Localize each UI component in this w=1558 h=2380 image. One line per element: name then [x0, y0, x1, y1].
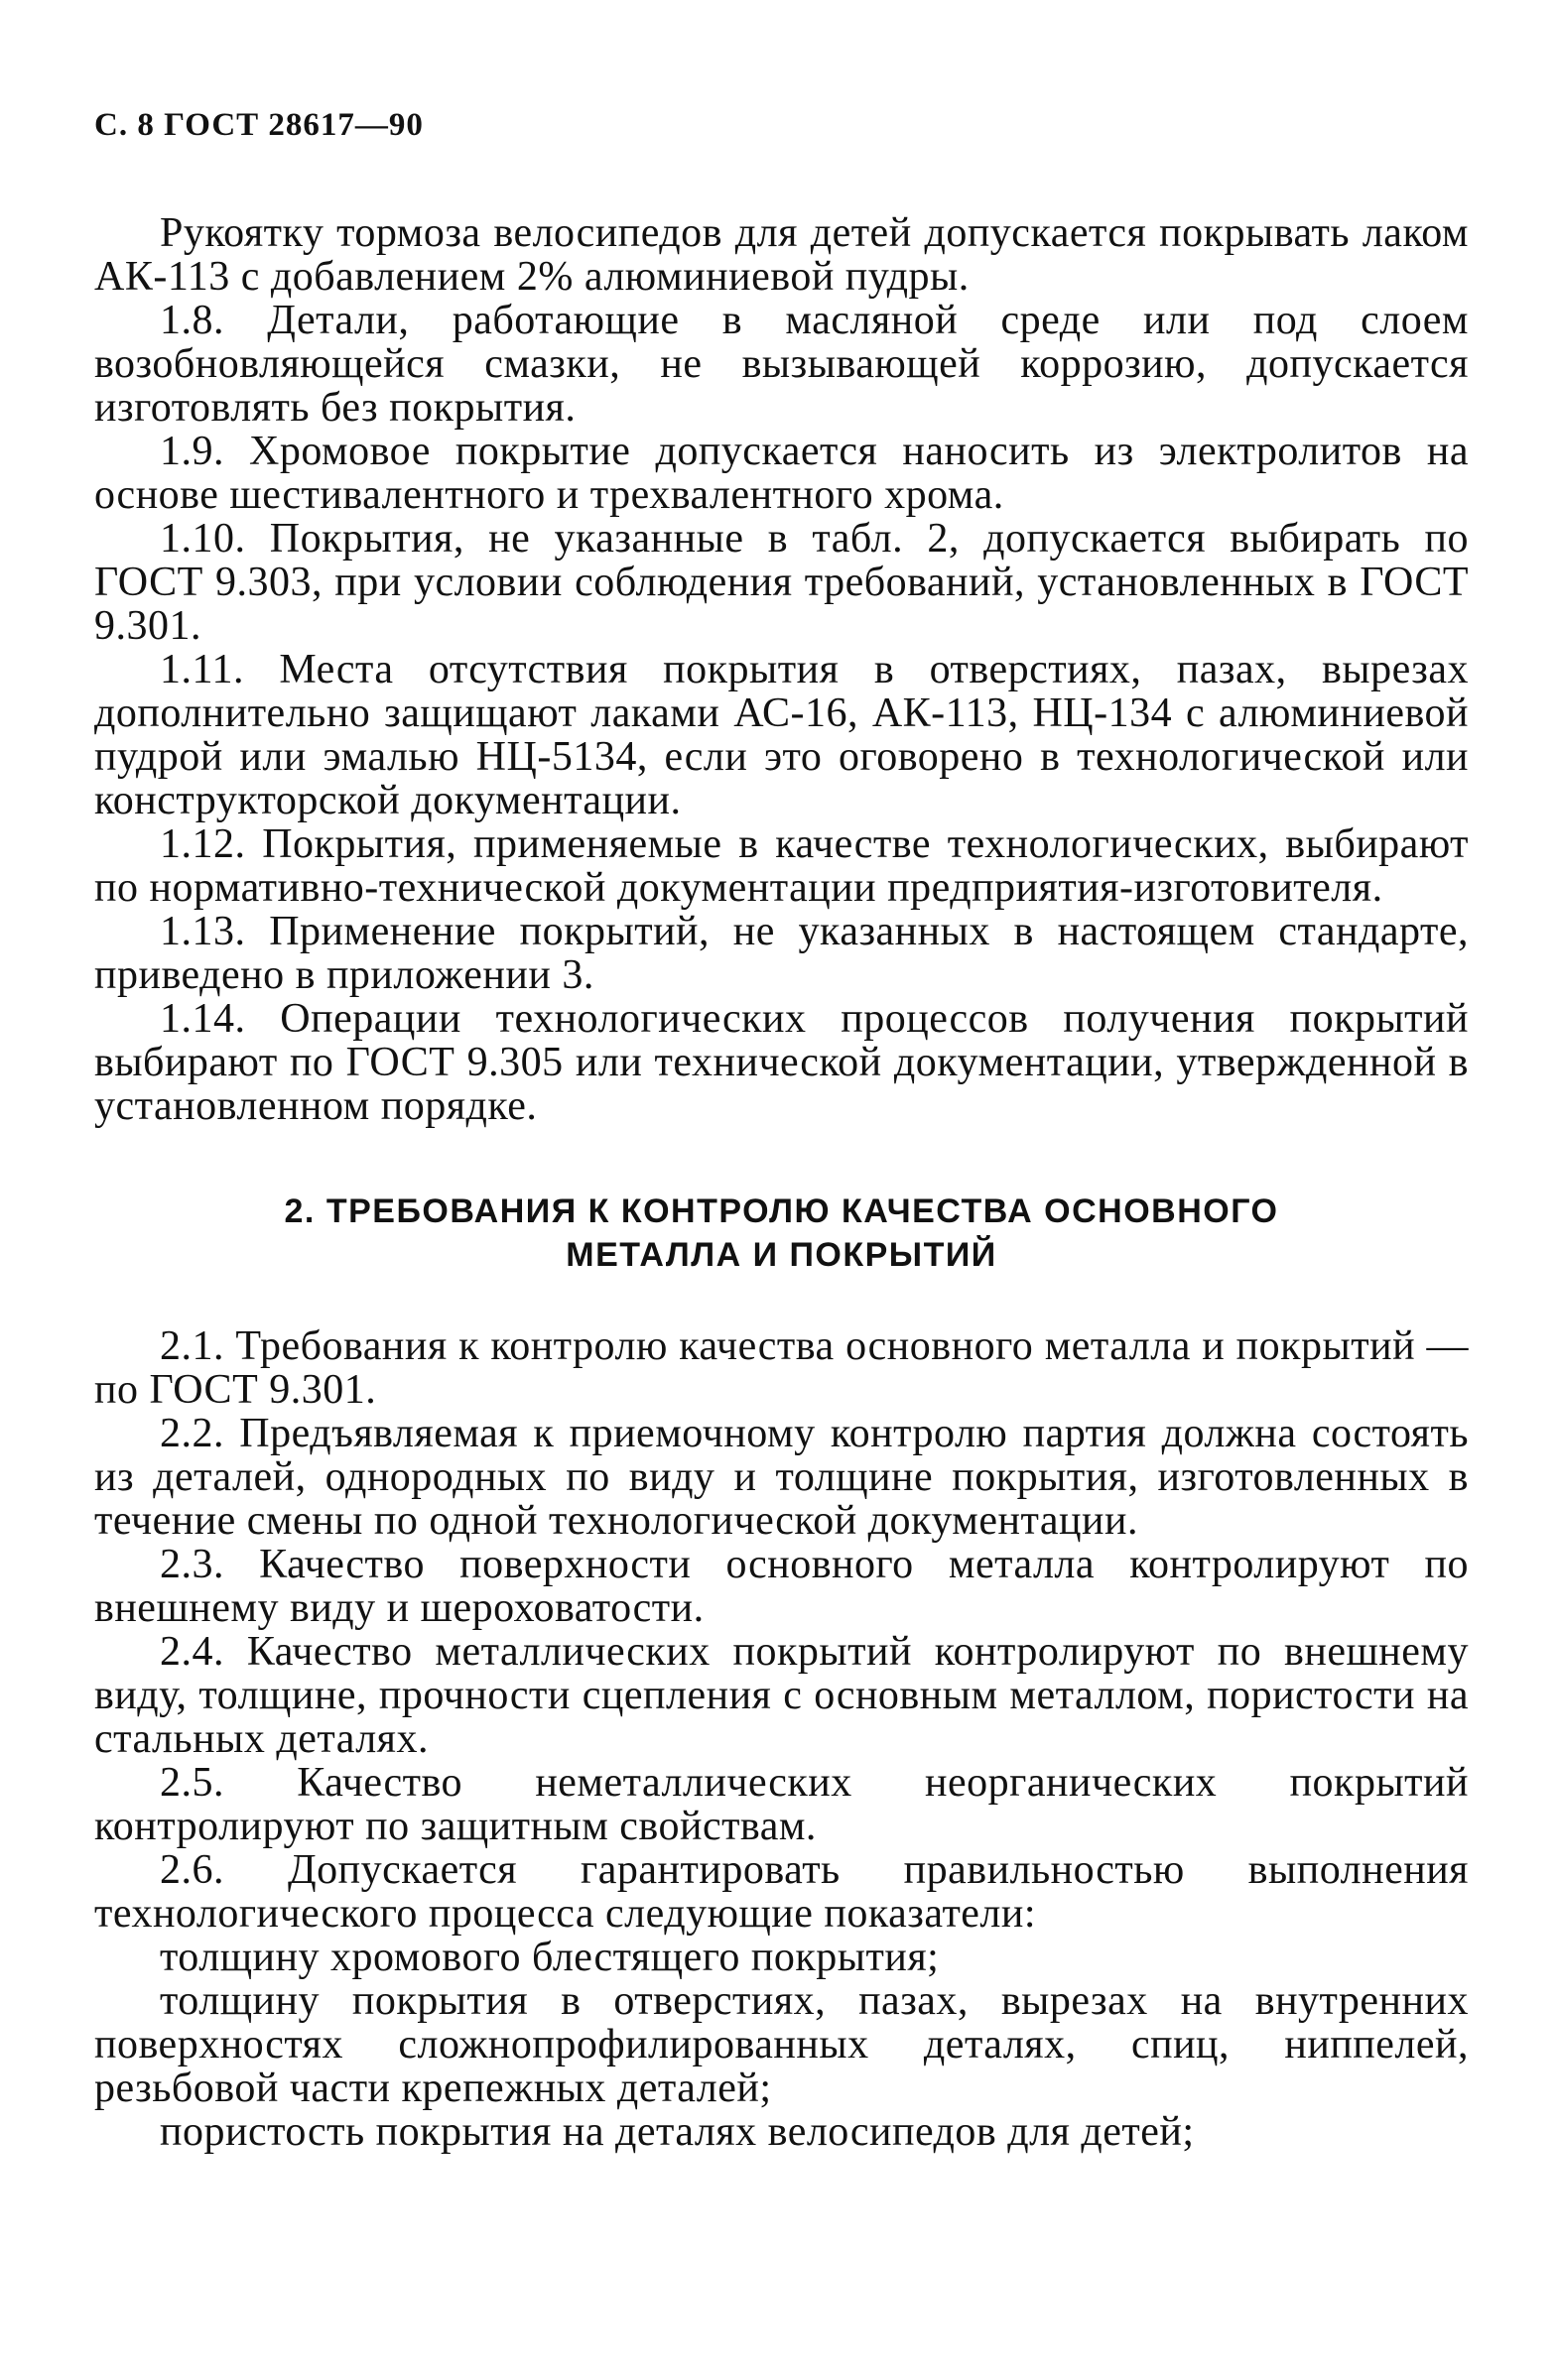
paragraph: пористость покрытия на деталях велосипедов для детей; — [160, 2109, 1195, 2155]
paragraph: 1.8. Детали, работающие в масляной среде или под слоем возобновляющейся смазки, не вызывающей коррозию, допускается изготовлять без покрытия. — [94, 298, 1469, 431]
section-title-line: 2. ТРЕБОВАНИЯ К КОНТРОЛЮ КАЧЕСТВА ОСНОВНОГО — [284, 1192, 1279, 1230]
paragraph: 2.4. Качество металлических покрытий контролируют по внешнему виду, толщине, прочности сцепления с основным металлом, пористости на стальных деталях. — [94, 1629, 1469, 1762]
paragraph: толщину хромового блестящего покрытия; — [160, 1935, 940, 1980]
paragraph: 1.11. Места отсутствия покрытия в отверстиях, пазах, вырезах дополнительно защищают лаками АС-16, АК-113, НЦ-134 с алюминиевой пудрой или эмалью НЦ-5134, если это оговорено в технологической или конструкторской документации. — [94, 647, 1469, 823]
paragraph: 2.1. Требования к контролю качества основного металла и покрытий — по ГОСТ 9.301. — [94, 1323, 1469, 1413]
paragraph: 2.5. Качество неметаллических неорганических покрытий контролируют по защитным свойствам. — [94, 1760, 1469, 1849]
paragraph-list — [94, 211, 1469, 1128]
section-title — [94, 1190, 1469, 1277]
paragraph: 2.6. Допускается гарантировать правильностью выполнения технологического процесса следующие показатели: — [94, 1847, 1469, 1937]
paragraph: 1.10. Покрытия, не указанные в табл. 2, допускается выбирать по ГОСТ 9.303, при условии соблюдения требований, установленных в ГОСТ 9.301. — [94, 516, 1469, 649]
paragraph: 1.13. Применение покрытий, не указанных в настоящем стандарте, приведено в приложении 3. — [94, 909, 1469, 998]
paragraph: Рукоятку тормоза велосипедов для детей допускается покрывать лаком АК-113 с добавлением 2% алюминиевой пудры. — [94, 210, 1469, 300]
page-header: С. 8 ГОСТ 28617—90 — [94, 107, 424, 143]
section-title-line: МЕТАЛЛА И ПОКРЫТИЙ — [566, 1236, 997, 1274]
paragraph: 2.3. Качество поверхности основного металла контролируют по внешнему виду и шероховатости. — [94, 1542, 1469, 1631]
paragraph: 2.2. Предъявляемая к приемочному контролю партия должна состоять из деталей, однородных по виду и толщине покрытия, изготовленных в течение смены по одной технологической документации. — [94, 1411, 1469, 1544]
paragraph: 1.14. Операции технологических процессов получения покрытий выбирают по ГОСТ 9.305 или технической документации, утвержденной в установленном порядке. — [94, 996, 1469, 1129]
paragraph: 1.9. Хромовое покрытие допускается наносить из электролитов на основе шестивалентного и трехвалентного хрома. — [94, 429, 1469, 518]
paragraph: толщину покрытия в отверстиях, пазах, вырезах на внутренних поверхностях сложнопрофилированных деталях, спиц, ниппелей, резьбовой части крепежных деталей; — [94, 1978, 1469, 2111]
paragraph: 1.12. Покрытия, применяемые в качестве технологических, выбирают по нормативно-технической документации предприятия-изготовителя. — [94, 821, 1469, 911]
paragraph-list — [94, 1324, 1469, 2154]
